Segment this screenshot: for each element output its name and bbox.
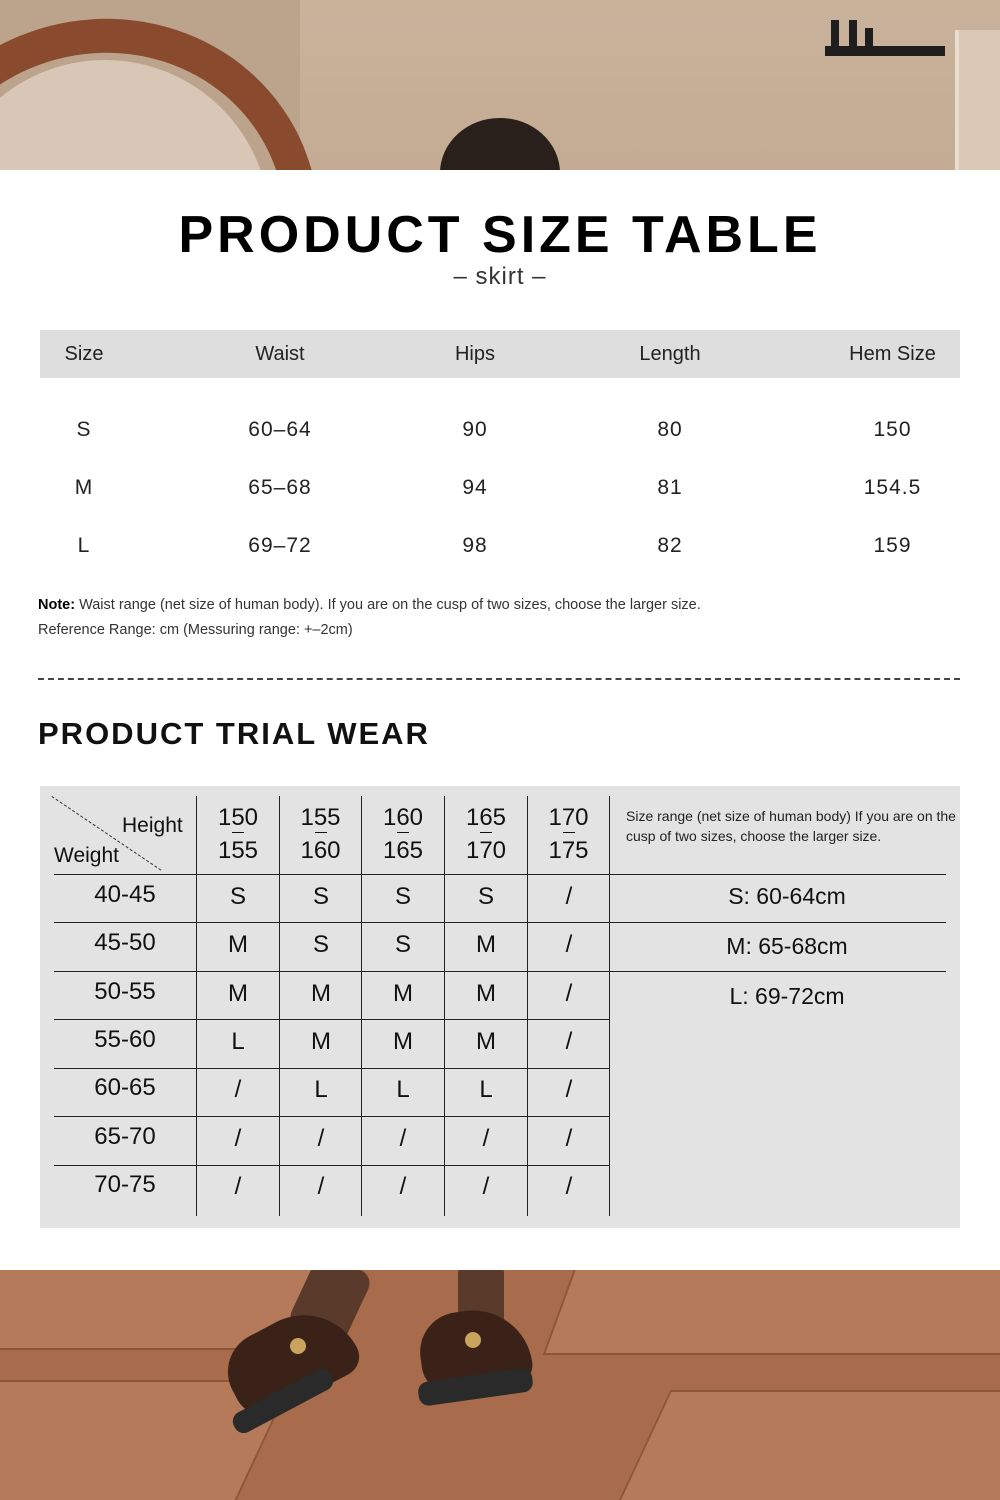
range-note: Size range (net size of human body) If you are on the cusp of two sizes, choose the larger size. (626, 808, 956, 844)
size-cell: / (565, 1172, 573, 1200)
table-cell: 69–72 (248, 534, 312, 557)
table-cell: 98 (462, 534, 488, 557)
weight-cell: 40-45 (94, 881, 156, 908)
size-table-header (40, 330, 960, 378)
size-cell: / (565, 931, 573, 959)
table-cell: L (77, 534, 91, 557)
size-cell: M (476, 931, 496, 959)
weight-cell: 55-60 (94, 1025, 156, 1053)
size-cell: M (311, 979, 331, 1007)
table-cell: 81 (657, 476, 683, 499)
size-cell: L (314, 1076, 328, 1104)
size-cell: / (399, 1172, 407, 1200)
size-cell: L (479, 1076, 493, 1104)
size-range-s: S: 60-64cm (728, 883, 846, 909)
size-cell: S (477, 883, 494, 910)
doorway (955, 30, 1000, 170)
size-cell: M (476, 979, 496, 1007)
table-row (40, 476, 960, 516)
model-head (440, 118, 560, 170)
table-cell: 159 (873, 534, 912, 557)
size-cell: / (482, 1124, 490, 1152)
size-range-m: M: 65-68cm (726, 933, 848, 959)
table-cell: 154.5 (863, 476, 922, 499)
height-header: 160 165 (382, 804, 424, 864)
size-cell: M (228, 979, 248, 1007)
height-label: Height (122, 814, 183, 837)
height-header: 170 175 (548, 804, 589, 864)
size-cell: / (234, 1076, 242, 1104)
size-note (38, 593, 701, 643)
weight-cell: 60-65 (94, 1074, 156, 1102)
trial-wear-table (40, 786, 960, 1228)
table-cell: 65–68 (248, 476, 312, 499)
table-row (40, 418, 960, 458)
size-cell: / (482, 1172, 490, 1200)
size-cell: / (317, 1172, 325, 1200)
size-cell: M (311, 1027, 331, 1055)
table-cell: 90 (462, 418, 488, 441)
weight-cell: 50-55 (94, 977, 156, 1005)
weight-cell: 45-50 (94, 929, 156, 957)
height-header: 155 160 (300, 804, 341, 864)
size-cell: / (565, 883, 573, 910)
height-header: 150 155 (217, 804, 259, 864)
size-cell: M (393, 1027, 413, 1055)
page-title: PRODUCT SIZE TABLE (178, 206, 822, 264)
col-header: Waist (255, 342, 305, 365)
table-cell: 94 (462, 476, 488, 499)
weight-label: Weight (54, 844, 119, 867)
size-cell: L (396, 1076, 410, 1104)
top-photo (0, 0, 1000, 170)
section-divider (38, 678, 960, 680)
size-cell: / (317, 1124, 325, 1152)
size-cell: / (565, 1124, 573, 1152)
size-cell: S (312, 931, 329, 959)
note-text: Waist range (net size of human body). If you are on the cusp of two sizes, choose the larger size. (75, 597, 701, 613)
table-cell: S (76, 418, 92, 441)
table-cell: 80 (657, 418, 683, 441)
col-header: Hem Size (849, 342, 936, 365)
size-cell: S (394, 883, 411, 910)
size-cell: S (312, 883, 329, 910)
size-cell: / (234, 1172, 242, 1200)
weight-cell: 70-75 (94, 1170, 156, 1198)
size-range-l: L: 69-72cm (729, 983, 845, 1009)
col-header: Size (64, 342, 104, 365)
wall-shelf (825, 20, 945, 64)
size-card (0, 170, 1000, 1270)
size-cell: / (234, 1124, 242, 1152)
col-header: Length (639, 342, 701, 365)
page-subtitle: – skirt – (453, 263, 547, 290)
note-label: Note: (38, 597, 76, 613)
size-cell: S (394, 931, 411, 959)
size-cell: / (565, 1027, 573, 1055)
table-row (40, 534, 960, 574)
size-cell: M (476, 1027, 496, 1055)
size-cell: M (393, 979, 413, 1007)
size-cell: / (565, 979, 573, 1007)
size-cell: M (228, 931, 248, 959)
size-cell: L (231, 1027, 245, 1055)
size-cell: / (565, 1076, 573, 1104)
table-cell: 82 (657, 534, 683, 557)
size-cell: S (229, 883, 246, 910)
table-cell: M (74, 476, 94, 499)
trial-title: PRODUCT TRIAL WEAR (38, 716, 430, 751)
weight-cell: 65-70 (94, 1122, 156, 1150)
size-cell: / (399, 1124, 407, 1152)
height-header: 165 170 (465, 804, 507, 864)
table-cell: 150 (873, 418, 912, 441)
col-header: Hips (454, 342, 495, 365)
table-cell: 60–64 (248, 418, 312, 441)
reference-range: Reference Range: cm (Messuring range: +–2cm) (38, 622, 353, 638)
bottom-photo (0, 1270, 1000, 1500)
